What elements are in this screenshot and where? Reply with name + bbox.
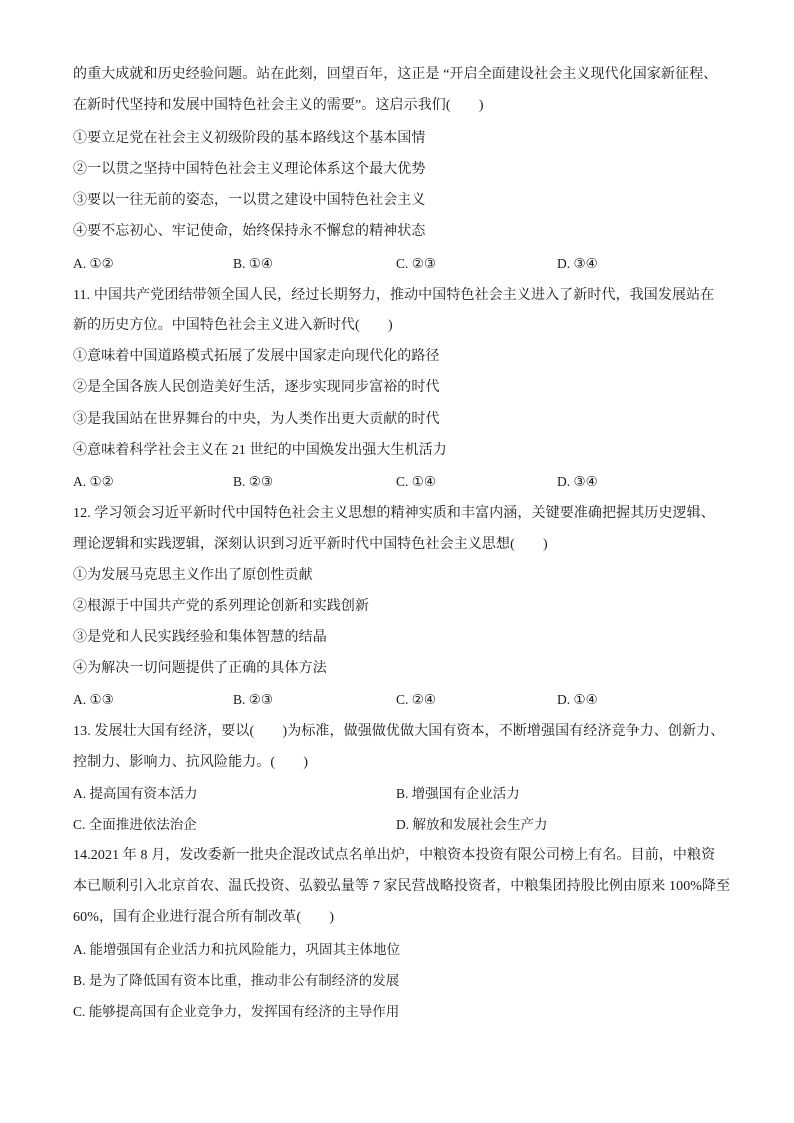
q14-stem-line-2: 本已顺利引入北京首农、温氏投资、弘毅弘量等 7 家民营战略投资者，中粮集团持股比例由原来 100%降至 bbox=[73, 879, 731, 894]
q10-option-c: C. ②③ bbox=[396, 256, 436, 271]
q14-option-c: C. 能够提高国有企业竞争力，发挥国有经济的主导作用 bbox=[73, 1004, 400, 1019]
q14-option-b: B. 是为了降低国有资本比重，推动非公有制经济的发展 bbox=[73, 973, 400, 988]
q12-item-3: ③是党和人民实践经验和集体智慧的结晶 bbox=[73, 630, 327, 645]
q13-option-b: B. 增强国有企业活力 bbox=[396, 786, 520, 801]
q14-stem-line-3: 60%，国有企业进行混合所有制改革( ) bbox=[73, 910, 335, 925]
q11-item-4: ④意味着科学社会主义在 21 世纪的中国焕发出强大生机活力 bbox=[73, 443, 447, 458]
q11-item-3: ③是我国站在世界舞台的中央，为人类作出更大贡献的时代 bbox=[73, 412, 440, 427]
q10-stem-line-2: 在新时代坚持和发展中国特色社会主义的需要”。这启示我们( ) bbox=[73, 98, 484, 113]
q14-option-a: A. 能增强国有企业活力和抗风险能力，巩固其主体地位 bbox=[73, 942, 400, 957]
q12-option-c: C. ②④ bbox=[396, 692, 436, 707]
q12-stem-line-2: 理论逻辑和实践逻辑，深刻认识到习近平新时代中国特色社会主义思想( ) bbox=[73, 537, 548, 552]
q14-stem-line-1: 14.2021 年 8 月，发改委新一批央企混改试点名单出炉，中粮资本投资有限公司榜上有名。目前，中粮资 bbox=[73, 848, 716, 863]
q12-item-2: ②根源于中国共产党的系列理论创新和实践创新 bbox=[73, 599, 370, 614]
q11-stem-line-2: 新的历史方位。中国特色社会主义进入新时代( ) bbox=[73, 318, 393, 333]
q11-option-a: A. ①② bbox=[73, 474, 114, 489]
q12-item-4: ④为解决一切问题提供了正确的具体方法 bbox=[73, 661, 327, 676]
q12-option-a: A. ①③ bbox=[73, 692, 114, 707]
q12-stem-line-1: 12. 学习领会习近平新时代中国特色社会主义思想的精神实质和丰富内涵，关键要准确把握其历史逻辑、 bbox=[73, 506, 715, 521]
q11-option-c: C. ①④ bbox=[396, 474, 436, 489]
q11-option-b: B. ②③ bbox=[233, 474, 273, 489]
q10-option-a: A. ①② bbox=[73, 256, 114, 271]
q10-option-b: B. ①④ bbox=[233, 256, 273, 271]
q12-option-b: B. ②③ bbox=[233, 692, 273, 707]
q13-stem-line-2: 控制力、影响力、抗风险能力。( ) bbox=[73, 755, 309, 770]
q11-item-2: ②是全国各族人民创造美好生活，逐步实现同步富裕的时代 bbox=[73, 380, 440, 395]
q10-item-2: ②一以贯之坚持中国特色社会主义理论体系这个最大优势 bbox=[73, 162, 426, 177]
q10-stem-line-1: 的重大成就和历史经验问题。站在此刻，回望百年，这正是 “开启全面建设社会主义现代化国家新征程、 bbox=[73, 67, 718, 82]
q10-option-d: D. ③④ bbox=[557, 256, 598, 271]
q10-item-3: ③要以一往无前的姿态，一以贯之建设中国特色社会主义 bbox=[73, 193, 426, 208]
q13-stem-line-1: 13. 发展壮大国有经济，要以( )为标准，做强做优做大国有资本，不断增强国有经济竞争力、创新力、 bbox=[73, 724, 725, 739]
q13-option-a: A. 提高国有资本活力 bbox=[73, 786, 198, 801]
q13-option-d: D. 解放和发展社会生产力 bbox=[396, 817, 548, 832]
q12-option-d: D. ①④ bbox=[557, 692, 598, 707]
q11-option-d: D. ③④ bbox=[557, 474, 598, 489]
q10-item-4: ④要不忘初心、牢记使命，始终保持永不懈怠的精神状态 bbox=[73, 224, 426, 239]
q10-item-1: ①要立足党在社会主义初级阶段的基本路线这个基本国情 bbox=[73, 131, 426, 146]
q12-item-1: ①为发展马克思主义作出了原创性贡献 bbox=[73, 568, 313, 583]
q11-stem-line-1: 11. 中国共产党团结带领全国人民，经过长期努力，推动中国特色社会主义进入了新时代，我国发展站在 bbox=[73, 288, 715, 303]
q13-option-c: C. 全面推进依法治企 bbox=[73, 817, 197, 832]
q11-item-1: ①意味着中国道路模式拓展了发展中国家走向现代化的路径 bbox=[73, 349, 440, 364]
